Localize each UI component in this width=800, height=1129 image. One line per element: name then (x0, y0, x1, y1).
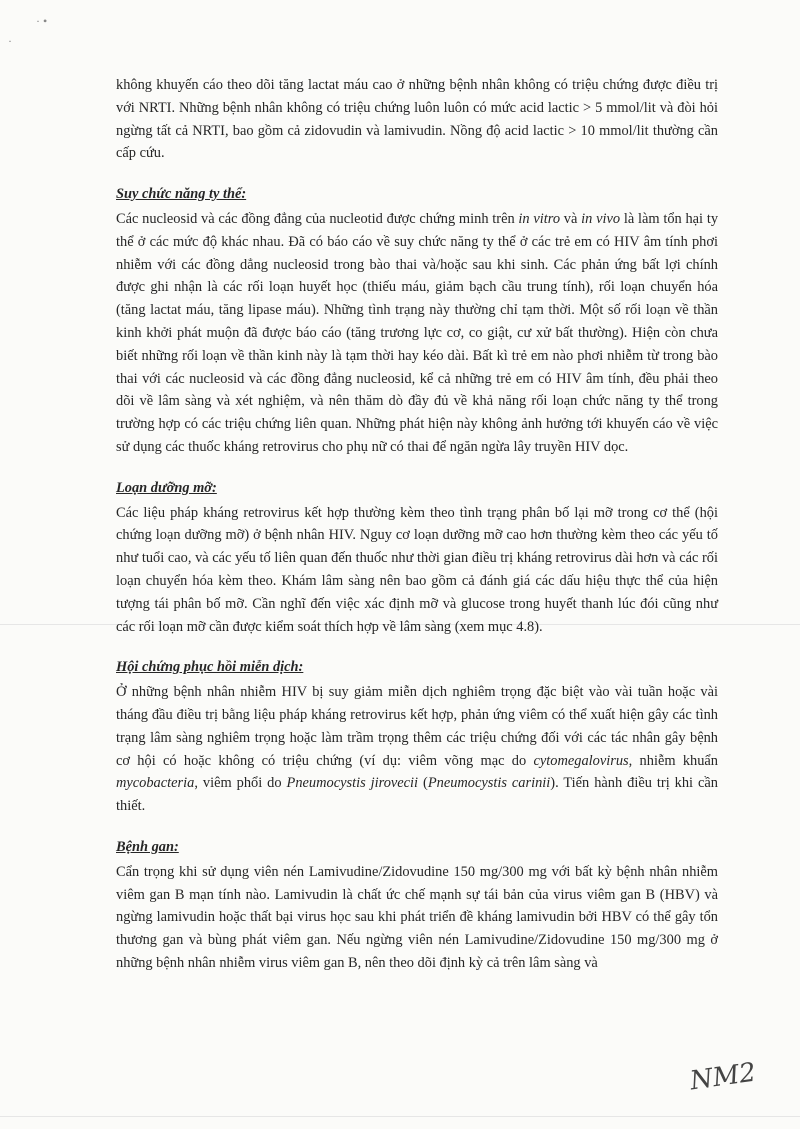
scan-line (0, 1116, 800, 1117)
section-paragraph: Các liệu pháp kháng retrovirus kết hợp thường kèm theo tình trạng phân bố lại mỡ trong cơ thể (hội chứng loạn dưỡng mỡ) ở bệnh nhân HIV. Nguy cơ loạn dưỡng mỡ cao hơn thường kèm theo các yếu tố như tuổi cao, và các yếu tố liên quan đến thuốc như thời gian điều trị kháng retrovirus dài hơn và các rối loạn chuyển hóa kèm theo. Khám lâm sàng nên bao gồm cả đánh giá các dấu hiệu thực thể của hiện tượng tái phân bố mỡ. Cần nghĩ đến việc xác định mỡ và glucose trong huyết thanh lúc đói cũng như các rối loạn mỡ cần được kiểm soát thích hợp về lâm sàng (xem mục 4.8). (116, 504, 718, 635)
section-lipodystrophy (116, 477, 718, 639)
handwritten-signature: NM2 (688, 1057, 758, 1097)
section-heading: Loạn dưỡng mỡ: (116, 479, 217, 496)
scan-speck: · (8, 34, 12, 48)
scan-speck: · • (36, 14, 48, 28)
section-heading: Suy chức năng ty thể: (116, 186, 247, 203)
section-paragraph: Cẩn trọng khi sử dụng viên nén Lamivudine/Zidovudine 150 mg/300 mg với bất kỳ bệnh nhân nhiễm viêm gan B mạn tính nào. Lamivudin là chất ức chế mạnh sự tái bản của virus viêm gan B (HBV) và ngừng lamivudin hoặc thất bại virus học sau khi phát triển đề kháng lamivudin bởi HBV có thể gây tổn thương gan và bùng phát viêm gan. Nếu ngừng viên nén Lamivudine/Zidovudine 150 mg/300 mg ở những bệnh nhân nhiễm virus viêm gan B, nên theo dõi định kỳ cả trên lâm sàng và (116, 863, 718, 971)
section-heading: Hội chứng phục hồi miễn dịch: (116, 659, 304, 676)
section-heading: Bệnh gan: (116, 838, 179, 855)
document-body (116, 74, 718, 975)
section-paragraph: Các nucleosid và các đồng đẳng của nucleotid được chứng minh trên in vitro và in vivo là làm tổn hại ty thể ở các mức độ khác nhau. Đã có báo cáo về suy chức năng ty thể ở các trẻ em có HIV âm tính phơi nhiễm với các đồng dẳng nucleosid trong bào thai và/hoặc sau khi sinh. Các phản ứng bất lợi chính được ghi nhận là các rối loạn huyết học (thiếu máu, giảm bạch cầu trung tính), rối loạn chuyển hóa (tăng lactat máu, tăng lipase máu). Những tình trạng này thường chỉ tạm thời. Một số rối loạn về thần kinh khởi phát muộn đã được báo cáo (tăng trương lực cơ, co giật, cư xử bất thường). Hiện còn chưa biết những rối loạn về thần kinh này là tạm thời hay kéo dài. Bất kì trẻ em nào phơi nhiễm từ trong bào thai với các nucleosid và các đồng đẳng nucleosid, kể cả những trẻ em có HIV âm tính, đều phải theo dõi về lâm sàng và xét nghiệm, và nên thăm dò đầy đủ về khả năng rối loạn chức năng ty thể trong trường hợp có các triệu chứng liên quan. Những phát hiện này không ảnh hưởng tới khuyến cáo về việc sử dụng các thuốc kháng retrovirus cho phụ nữ có thai để ngăn ngừa lây truyền HIV dọc. (116, 210, 719, 455)
section-immune-reconstitution (116, 656, 718, 818)
section-paragraph: Ở những bệnh nhân nhiễm HIV bị suy giảm miễn dịch nghiêm trọng đặc biệt vào vài tuần hoặc vài tháng đầu điều trị bằng liệu pháp kháng retrovirus kết hợp, phản ứng viêm có thể xuất hiện gây các tình trạng lâm sàng nghiêm trọng hoặc làm trầm trọng thêm các triệu chứng đối với các tác nhân gây bệnh cơ hội có hoặc không có triệu chứng (ví dụ: viêm võng mạc do cytomegalovirus, nhiễm khuẩn mycobacteria, viêm phổi do Pneumocystis jirovecii (Pneumocystis carinii). Tiến hành điều trị khi cần thiết. (116, 684, 719, 815)
intro-paragraph: không khuyến cáo theo dõi tăng lactat máu cao ở những bệnh nhân không có triệu chứng được điều trị với NRTI. Những bệnh nhân không có triệu chứng luôn luôn có mức acid lactic > 5 mmol/lit và đòi hỏi ngừng tất cả NRTI, bao gồm cả zidovudin và lamivudin. Nồng độ acid lactic > 10 mmol/lit thường cần cấp cứu. (116, 77, 718, 162)
section-liver-disease (116, 836, 718, 975)
section-mitochondrial (116, 183, 718, 459)
